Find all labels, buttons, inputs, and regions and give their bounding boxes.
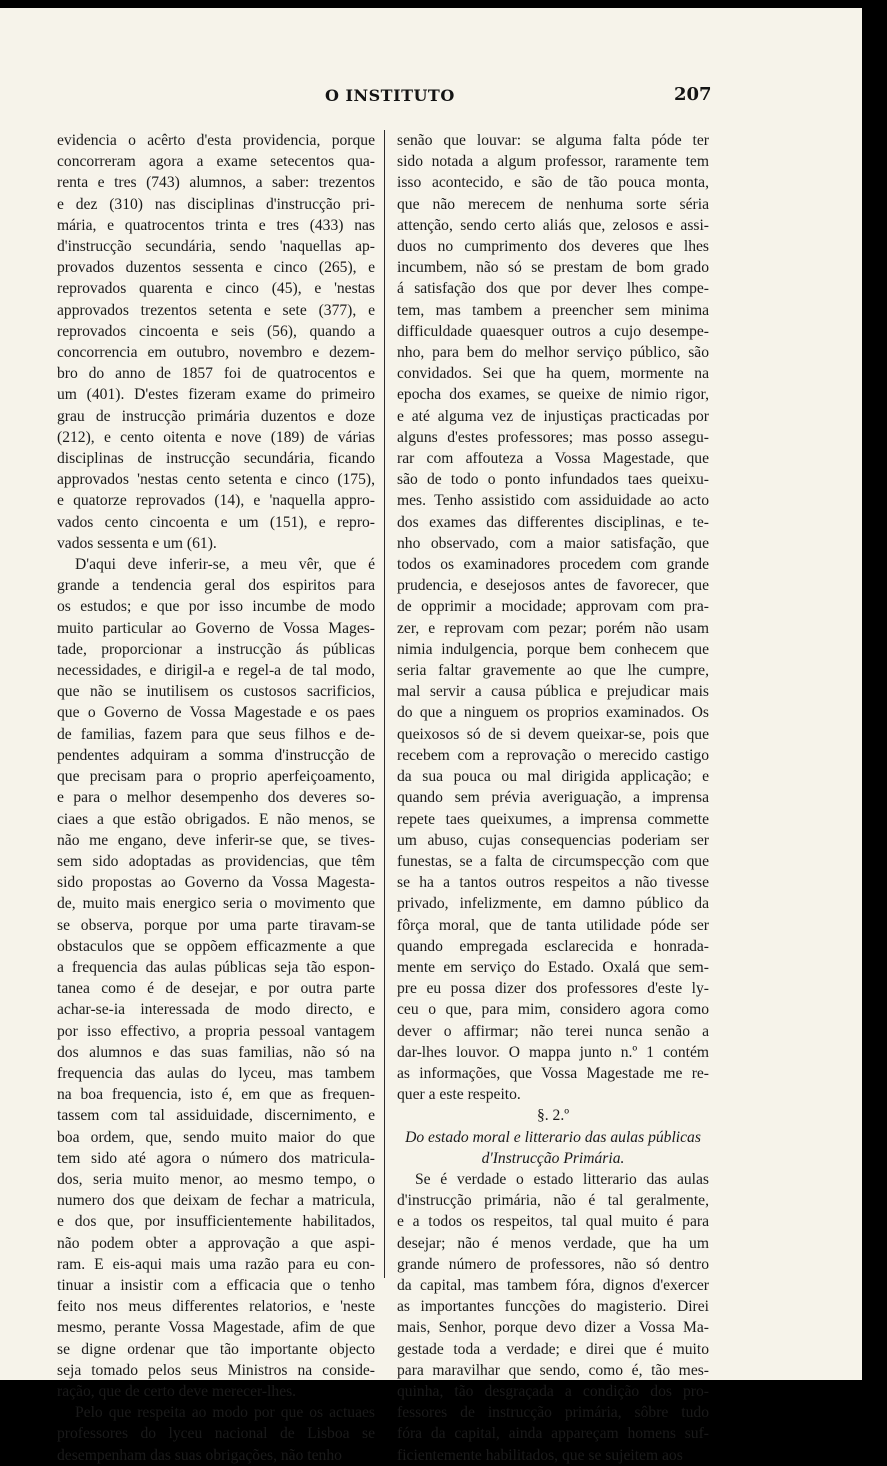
text-line: numero dos que deixam de fechar a matricula, <box>57 1192 375 1210</box>
text-line: não me engano, deve inferir-se que, se tives- <box>57 831 375 849</box>
text-line: d'instrucção secundária, sendo 'naquellas ap- <box>57 238 375 256</box>
text-line: d'instrucção primária, não é tal geralmente, <box>397 1192 709 1210</box>
text-line: quando sem prévia averiguação, a imprensa <box>397 789 709 807</box>
text-line: mal servir a causa pública e prejudicar mais <box>397 683 709 701</box>
text-line: e a todos os respeitos, tal qual muito é para <box>397 1213 709 1231</box>
text-line: incumbem, não só se prestam de bom grado <box>397 259 709 277</box>
text-line: alguns d'estes professores; mas posso assegu- <box>397 428 709 446</box>
text-line: evidencia o acêrto d'esta providencia, porque <box>57 132 375 149</box>
text-line: grande a tendencia geral dos espiritos para <box>57 577 375 595</box>
text-line: funestas, se a falta de circumspecção com que <box>397 852 709 870</box>
text-line: necessidades, e dirigil-a e regel-a de tal modo, <box>57 662 375 680</box>
text-line: e para o melhor desempenho dos deveres so- <box>57 789 375 807</box>
text-line: seria faltar gravemente ao que lhe cumpre, <box>397 662 709 680</box>
text-line: approvados 'nestas cento setenta e cinco (175), <box>57 471 375 489</box>
text-line: desejar; não é menos verdade, que ha um <box>397 1234 709 1252</box>
text-line: de, muito mais energico seria o movimento que <box>57 895 375 913</box>
text-line: disciplinas de instrucção secundária, ficando <box>57 450 375 468</box>
right-column <box>397 130 709 1466</box>
text-line: mes. Tenho assistido com assiduidade ao acto <box>397 492 709 510</box>
text-line: boa ordem, que, sendo muito maior do que <box>57 1128 375 1146</box>
text-line: quando empregada esclarecida e honrada- <box>397 937 709 955</box>
text-line: por isso effectivo, a propria pessoal vantagem <box>57 1022 375 1040</box>
text-line: grande número de professores, não só dentro <box>397 1255 709 1273</box>
text-line: professores do lyceu nacional de Lisboa se <box>57 1425 375 1443</box>
text-line: epocha dos exames, se queixe de nimio rigor, <box>397 386 709 404</box>
text-line: privado, infelizmente, em damno público da <box>397 895 709 913</box>
text-line: vados sessenta e um (61). <box>57 534 217 552</box>
text-line: que o Governo de Vossa Magestade e os paes <box>57 704 375 722</box>
text-line: bro do anno de 1857 foi de quatrocentos e <box>57 365 375 383</box>
text-line: desempenham das suas obrigações, não tenho <box>57 1446 342 1464</box>
text-line: queixosos só de si devem queixar-se, pois que <box>397 725 709 743</box>
text-line: que não se inutilisem os custosos sacrificios, <box>57 683 375 701</box>
text-line: recebem com a reprovação o merecido castigo <box>397 746 709 764</box>
text-line: sido notada a algum professor, raramente tem <box>397 153 709 171</box>
text-line: tade, proporcionar a instrucção ás públicas <box>57 640 375 658</box>
text-line: as informações, que Vossa Magestade me re- <box>397 1064 709 1082</box>
text-line: ram. E eis-aqui mais uma razão para eu con- <box>57 1255 375 1273</box>
text-line: os estudos; e que por isso incumbe de modo <box>57 598 375 616</box>
text-line: achar-se-ia interessada de modo directo, e <box>57 1001 375 1019</box>
document-page <box>0 8 862 1464</box>
text-line: quinha, tão desgraçada a condição dos pro- <box>397 1382 709 1400</box>
right-column-text <box>397 130 709 1105</box>
page-number: 207 <box>674 84 712 105</box>
text-line: convidados. Sei que ha quem, mormente na <box>397 365 709 383</box>
text-line: concorrencia em outubro, novembro e dezem- <box>57 344 375 362</box>
text-line: nimia indulgencia, porque bem conhecem que <box>397 640 709 658</box>
text-line: do que a ninguem os proprios examinados. Os <box>397 704 709 722</box>
section-number: §. 2.º <box>536 1107 570 1125</box>
text-line: um (401). D'estes fizeram exame do primeiro <box>57 386 375 404</box>
text-line: repete taes queixumes, a imprensa commette <box>397 810 709 828</box>
text-line: não podem obter a approvação a que aspi- <box>57 1234 375 1252</box>
text-line: attenção, sendo certo aliás que, zelosos e assi- <box>397 216 709 234</box>
text-line: seja tomado pelos seus Ministros na conside- <box>57 1361 375 1379</box>
text-line: duos no cumprimento dos deveres que lhes <box>397 238 709 256</box>
text-line: muito particular ao Governo de Vossa Mages- <box>57 619 375 637</box>
text-line: pre eu possa dizer dos professores d'este ly- <box>397 980 709 998</box>
text-line: tassem com tal assiduidade, discernimento, e <box>57 1107 375 1125</box>
text-line: as importantes funcções do magisterio. Direi <box>397 1298 709 1316</box>
text-line: ração, que de certo deve merecer-lhes. <box>57 1382 297 1400</box>
text-line: Se é verdade o estado litterario das aulas <box>415 1170 709 1188</box>
running-header <box>0 86 862 110</box>
text-line: e quatorze reprovados (14), e 'naquella appro- <box>57 492 375 510</box>
section-heading-line-2: d'Instrucção Primária. <box>481 1149 625 1167</box>
text-line: D'aqui deve inferir-se, a meu vêr, que é <box>75 556 375 574</box>
text-line: se observa, porque por uma parte tiravam-se <box>57 916 375 934</box>
text-line: fôrça moral, que de tanta utilidade póde ser <box>397 916 709 934</box>
text-line: tem, mas tambem a preencher sem minima <box>397 301 709 319</box>
text-line: renta e tres (743) alumnos, a saber: trezentos <box>57 174 375 192</box>
text-line: (212), e cento oitenta e nove (189) de várias <box>57 428 375 446</box>
text-line: tem sido até agora o número dos matricula- <box>57 1149 375 1167</box>
text-line: obstaculos que se oppõem efficazmente a que <box>57 937 375 955</box>
text-line: e até alguma vez de injustiças practicadas por <box>397 407 709 425</box>
text-line: zer, e reprovam com pezar; porém não usam <box>397 619 709 637</box>
text-line: e dos que, por insufficientemente habilitados, <box>57 1213 375 1231</box>
text-line: gestade toda a verdade; e direi que é muito <box>397 1340 709 1358</box>
text-line: provados duzentos sessenta e cinco (265), e <box>57 259 375 277</box>
text-line: que não merecem de nenhuma sorte séria <box>397 195 709 213</box>
text-line: de opprimir a mocidade; approvam com pra- <box>397 598 709 616</box>
text-line: que precisam para o proprio aperfeiçoamento, <box>57 768 375 786</box>
text-line: mesmo, perante Vossa Magestade, afim de que <box>57 1319 375 1337</box>
text-line: dar-lhes louvor. O mappa junto n.º 1 contém <box>397 1043 709 1061</box>
text-line: nho observado, com a maior satisfação, que <box>397 534 709 552</box>
text-line: nho, para bem do melhor serviço público, são <box>397 344 709 362</box>
text-line: se ha a tantos outros respeitos a não tivesse <box>397 874 709 892</box>
text-line: mais, Senhor, porque devo dizer a Vossa Ma- <box>397 1319 709 1337</box>
text-line: á satisfação dos que por dever lhes compe- <box>397 280 709 298</box>
text-line: Pelo que respeita ao modo por que os actuaes <box>75 1404 375 1422</box>
text-line: se digne ordenar que tão importante objecto <box>57 1340 375 1358</box>
text-line: reprovados quarenta e cinco (45), e 'nestas <box>57 280 375 298</box>
text-line: de familias, fazem para que seus filhos e de- <box>57 725 375 743</box>
text-line: quer a este respeito. <box>397 1086 521 1104</box>
journal-title: O INSTITUTO <box>325 86 455 105</box>
text-line: concorreram agora a exame setecentos qua- <box>57 153 375 171</box>
text-line: reprovados cincoenta e seis (56), quando a <box>57 322 375 340</box>
text-line: dos, seria muito menor, ao mesmo tempo, o <box>57 1170 375 1188</box>
text-line: um abuso, cujas consequencias poderiam ser <box>397 831 709 849</box>
column-divider <box>384 130 385 1278</box>
text-line: dever o affirmar; não terei nunca senão a <box>397 1022 709 1040</box>
text-line: dos alumnos e das suas familias, não só na <box>57 1043 375 1061</box>
text-line: dos exames das differentes disciplinas, e te- <box>397 513 709 531</box>
text-line: senão que louvar: se alguma falta póde ter <box>397 132 709 149</box>
text-line: isso acontecido, e são de tão pouca monta, <box>397 174 709 192</box>
text-line: sido propostas ao Governo da Vossa Magesta- <box>57 874 375 892</box>
left-column <box>57 130 375 1466</box>
text-line: fóra da capital, ainda appareçam homens suf- <box>397 1425 709 1443</box>
text-line: pendentes adquiram a somma d'instrucção de <box>57 746 375 764</box>
text-line: grau de instrucção primária duzentos e doze <box>57 407 375 425</box>
text-line: approvados trezentos setenta e sete (377), e <box>57 301 375 319</box>
text-line: feito nos meus differentes relatorios, e 'neste <box>57 1298 375 1316</box>
text-line: rar com affouteza a Vossa Magestade, que <box>397 450 709 468</box>
text-line: e dez (310) nas disciplinas d'instrucção pri- <box>57 195 375 213</box>
text-line: mente em serviço do Estado. Oxalá que sem- <box>397 958 709 976</box>
text-line: ceu o que, para mim, considero agora como <box>397 1001 709 1019</box>
text-line: ficientemente habilitados, que se sujeitem aos <box>397 1446 683 1464</box>
text-line: tanea como é de desejar, e por outra parte <box>57 980 375 998</box>
section-heading-line-1: Do estado moral e litterario das aulas públicas <box>405 1128 701 1146</box>
text-line: vados cento cincoenta e um (151), e repro- <box>57 513 375 531</box>
text-line: da capital, mas tambem fóra, dignos d'exercer <box>397 1276 709 1294</box>
text-line: são de todo o ponto infundados taes queixu- <box>397 471 709 489</box>
text-line: fessores de instrucção primária, sôbre tudo <box>397 1404 709 1422</box>
section-text <box>397 1169 709 1466</box>
text-line: todos os examinadores procedem com grande <box>397 556 709 574</box>
text-line: difficuldade quaesquer outros a cujo desempe- <box>397 322 709 340</box>
text-line: ciaes a que estão obrigados. E não menos, se <box>57 810 375 828</box>
text-line: tinuar a insistir com a efficacia que o tenho <box>57 1276 375 1294</box>
text-line: mária, e quatrocentos trinta e tres (433) nas <box>57 216 375 234</box>
text-line: a frequencia das aulas públicas seja tão espon- <box>57 958 375 976</box>
text-line: prudencia, e desejosos antes de favorecer, que <box>397 577 709 595</box>
text-line: na boa frequencia, isto é, em que as frequen- <box>57 1086 375 1104</box>
text-line: da sua pouca ou mal dirigida applicação; e <box>397 768 709 786</box>
text-line: para maravilhar que sendo, como é, tão mes- <box>397 1361 709 1379</box>
text-line: frequencia das aulas do lyceu, mas tambem <box>57 1064 375 1082</box>
text-line: sem sido adoptadas as providencias, que têm <box>57 852 375 870</box>
